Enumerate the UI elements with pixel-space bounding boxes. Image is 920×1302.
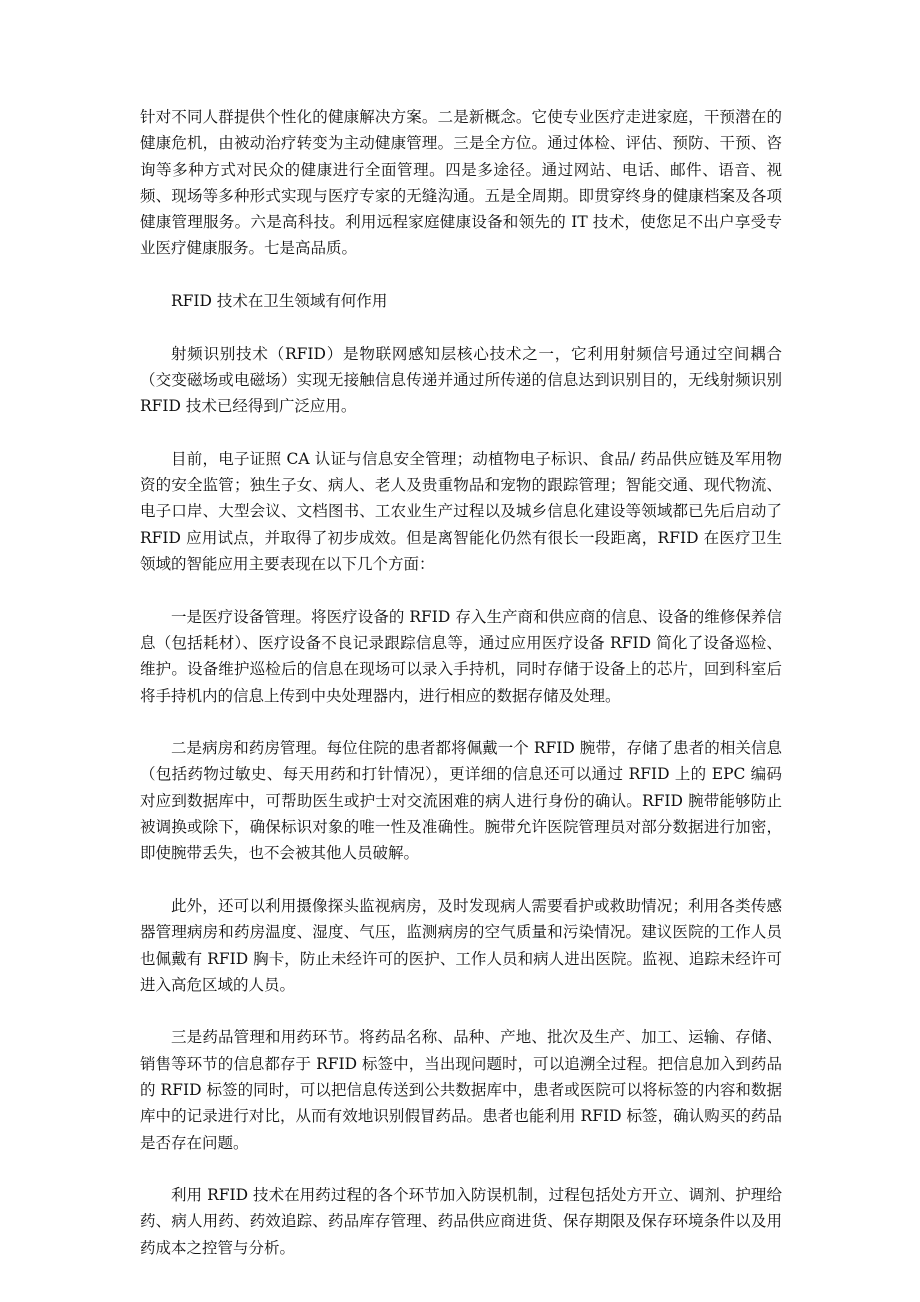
paragraph-ward-pharmacy-management: 二是病房和药房管理。每位住院的患者都将佩戴一个 RFID 腕带，存储了患者的相关信息（包括药物过敏史、每天用药和打针情况），更详细的信息还可以通过 RFID 上的 EPC 编码对应到数据库中，可帮助医生或护士对交流困难的病人进行身份的确认。RFID 腕带能够防止被调换或除下，确保标识对象的唯一性及准确性。腕带允许医院管理员对部分数据进行加密，即使腕带丢失，也不会被其他人员破解。 (140, 739, 782, 863)
paragraph-drug-management: 三是药品管理和用药环节。将药品名称、品种、产地、批次及生产、加工、运输、存储、销售等环节的信息都存于 RFID 标签中，当出现问题时，可以追溯全过程。把信息加入到药品的 RFID 标签的同时，可以把信息传送到公共数据库中，患者或医院可以将标签的内容和数据库中的记录进行对比，从而有效地识别假冒药品。患者也能利用 RFID 标签，确认购买的药品是否存在问题。 (140, 1028, 782, 1152)
section-heading-rfid: RFID 技术在卫生领域有何作用 (171, 292, 388, 311)
document-body (140, 104, 782, 1287)
paragraph-rfid-definition: 射频识别技术（RFID）是物联网感知层核心技术之一，它利用射频信号通过空间耦合（交变磁场或电磁场）实现无接触信息传递并通过所传递的信息达到识别目的，无线射频识别 RFID 技术已经得到广泛应用。 (140, 344, 782, 416)
paragraph-error-prevention: 利用 RFID 技术在用药过程的各个环节加入防误机制，过程包括处方开立、调剂、护理给药、病人用药、药效追踪、药品库存管理、药品供应商进货、保存期限及保存环境条件以及用药成本之控管与分析。 (140, 1186, 782, 1257)
paragraph-continued-health-management: 针对不同人群提供个性化的健康解决方案。二是新概念。它使专业医疗走进家庭，干预潜在的健康危机，由被动治疗转变为主动健康管理。三是全方位。通过体检、评估、预防、干预、咨询等多种方式对民众的健康进行全面管理。四是多途径。通过网站、电话、邮件、语音、视频、现场等多种形式实现与医疗专家的无缝沟通。五是全周期。即贯穿终身的健康档案及各项健康管理服务。六是高科技。利用远程家庭健康设备和领先的 IT 技术，使您足不出户享受专业医疗健康服务。七是高品质。 (140, 108, 782, 258)
paragraph-rfid-applications: 目前，电子证照 CA 认证与信息安全管理；动植物电子标识、食品/ 药品供应链及军用物资的安全监管；独生子女、病人、老人及贵重物品和宠物的跟踪管理；智能交通、现代物流、电子口岸、大型会议、文档图书、工农业生产过程以及城乡信息化建设等领域都已先后启动了 RFID 应用试点，并取得了初步成效。但是离智能化仍然有很长一段距离，RFID 在医疗卫生领域的智能应用主要表现在以下几个方面： (140, 449, 782, 574)
paragraph-monitoring: 此外，还可以利用摄像探头监视病房，及时发现病人需要看护或救助情况；利用各类传感器管理病房和药房温度、湿度、气压，监测病房的空气质量和污染情况。建议医院的工作人员也佩戴有 RFID 胸卡，防止未经许可的医护、工作人员和病人进出医院。监视、追踪未经许可进入高危区域的人员。 (140, 896, 782, 994)
paragraph-equipment-management: 一是医疗设备管理。将医疗设备的 RFID 存入生产商和供应商的信息、设备的维修保养信息（包括耗材）、医疗设备不良记录跟踪信息等，通过应用医疗设备 RFID 简化了设备巡检、维护。设备维护巡检后的信息在现场可以录入手持机，同时存储于设备上的芯片，回到科室后将手持机内的信息上传到中央处理器内，进行相应的数据存储及处理。 (140, 607, 782, 705)
